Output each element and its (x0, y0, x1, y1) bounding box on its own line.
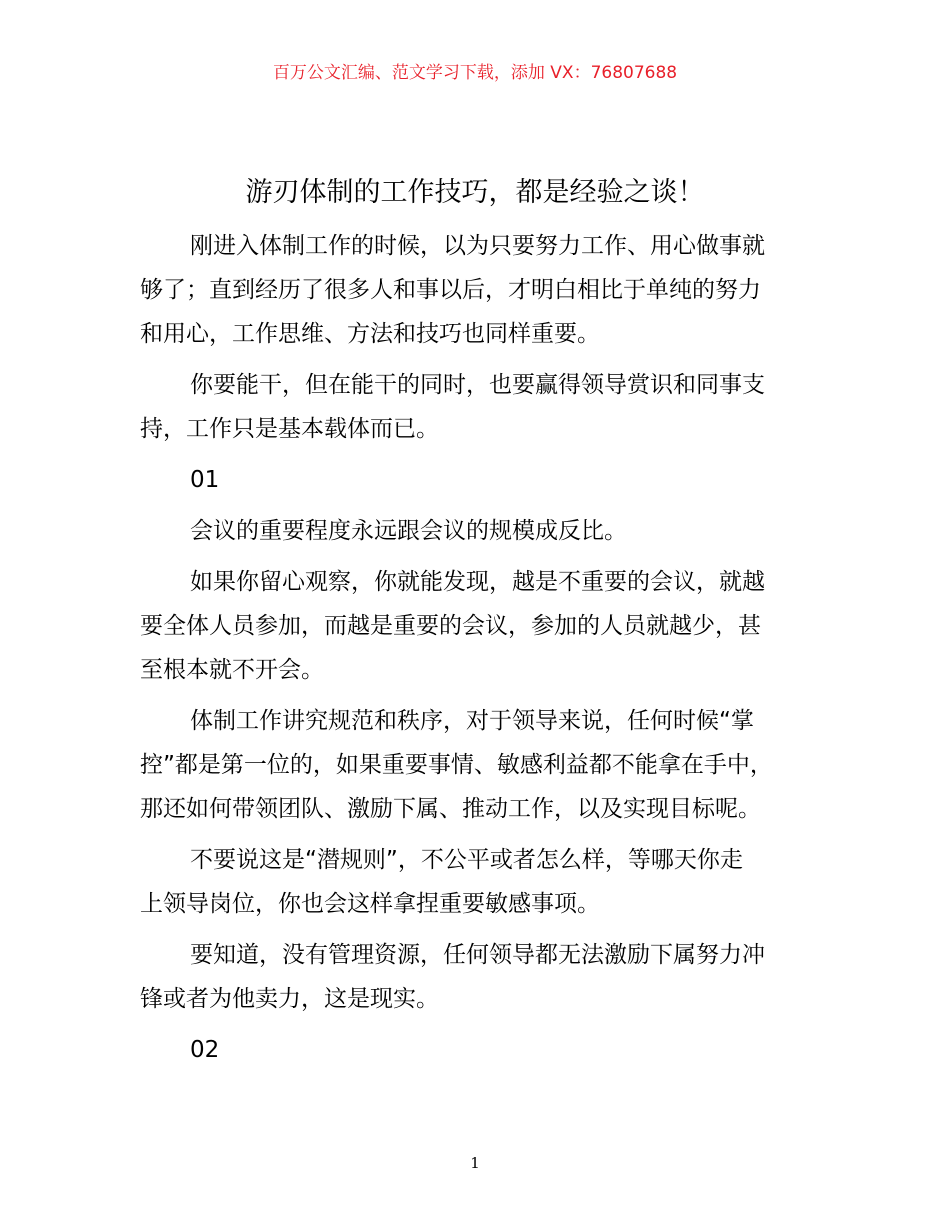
paragraph-line: 至根本就不开会。 (140, 657, 324, 683)
paragraph-line: 01 (190, 467, 220, 493)
paragraph (140, 933, 830, 1021)
document-title: 游刃体制的工作技巧，都是经验之谈！ (245, 177, 705, 208)
paragraph-line: 会议的重要程度永远跟会议的规模成反比。 (190, 518, 627, 544)
paragraph-line: 刚进入体制工作的时候，以为只要努力工作、用心做事就 (190, 233, 765, 259)
paragraph-line: 上领导岗位，你也会这样拿捏重要敏感事项。 (140, 891, 600, 917)
page-number: 1 (470, 1154, 480, 1172)
paragraph-line: 如果你留心观察，你就能发现，越是不重要的会议，就越 (190, 569, 765, 595)
paragraph-line: 够了；直到经历了很多人和事以后，才明白相比于单纯的努力 (140, 277, 761, 303)
paragraph-line: 持，工作只是基本载体而已。 (140, 416, 439, 442)
paragraph-line: 那还如何带领团队、激励下属、推动工作，以及实现目标呢。 (140, 796, 761, 822)
paragraph-line: 不要说这是“潜规则”，不公平或者怎么样，等哪天你走 (190, 847, 743, 873)
paragraph (140, 1028, 830, 1072)
paragraph (140, 560, 830, 692)
paragraph-line: 和用心，工作思维、方法和技巧也同样重要。 (140, 321, 600, 347)
paragraph-line: 体制工作讲究规范和秩序，对于领导来说，任何时候“掌 (190, 708, 754, 734)
paragraph-line: 控”都是第一位的，如果重要事情、敏感利益都不能拿在手中， (140, 752, 773, 778)
paragraph (140, 458, 830, 502)
paragraph (140, 509, 830, 553)
paragraph-line: 02 (190, 1037, 220, 1063)
paragraph-line: 要全体人员参加，而越是重要的会议，参加的人员就越少，甚 (140, 613, 761, 639)
paragraph (140, 224, 830, 356)
paragraph (140, 363, 830, 451)
paragraph (140, 838, 830, 926)
watermark-header: 百万公文汇编、范文学习下载，添加 VX：76807688 (272, 63, 678, 83)
paragraph (140, 699, 830, 831)
paragraph-line: 要知道，没有管理资源，任何领导都无法激励下属努力冲 (190, 942, 765, 968)
paragraph-line: 你要能干，但在能干的同时，也要赢得领导赏识和同事支 (190, 372, 765, 398)
paragraph-line: 锋或者为他卖力，这是现实。 (140, 986, 439, 1012)
document-body (140, 224, 830, 1079)
